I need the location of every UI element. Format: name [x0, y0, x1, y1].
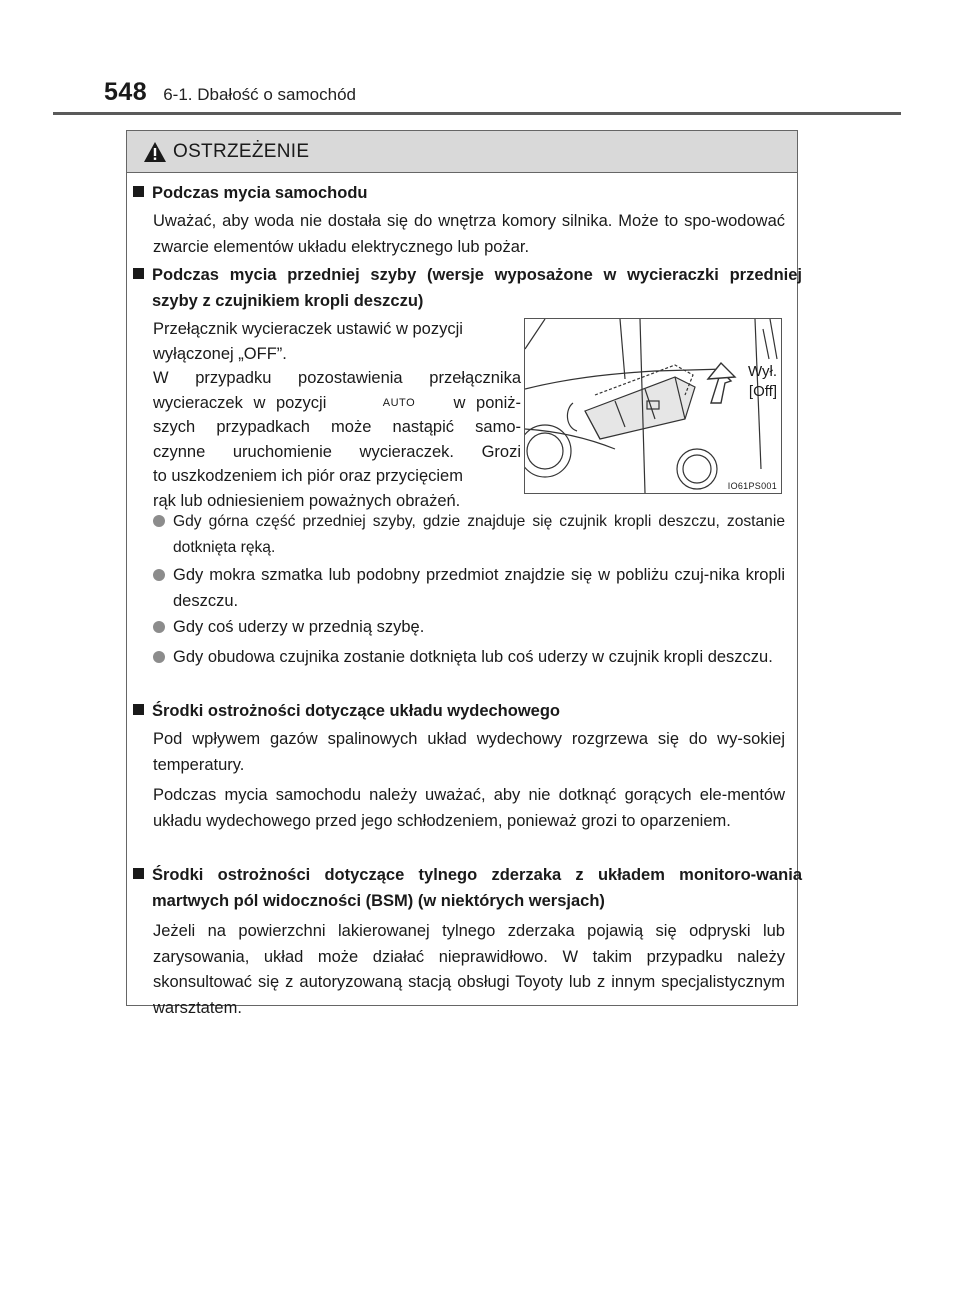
- list-item: Gdy coś uderzy w przednią szybę.: [153, 615, 785, 641]
- round-bullet-icon: [153, 621, 165, 633]
- text-line: rąk lub odniesieniem poważnych obrażeń.: [153, 491, 461, 510]
- text-line: Przełącznik wycieraczek ustawić w pozycji: [153, 320, 463, 338]
- section-heading: Podczas mycia przedniej szyby (wersje wyposażone w wycieraczki przedniej szyby z czujnikiem kropli deszczu): [133, 263, 802, 314]
- wiper-instructions: [153, 317, 521, 513]
- section-heading: Podczas mycia samochodu: [133, 181, 368, 207]
- text-fragment: wycieraczek w pozycji: [153, 393, 327, 412]
- wiper-switch-figure: [524, 318, 782, 494]
- page-header: [104, 78, 356, 110]
- round-bullet-icon: [153, 569, 165, 581]
- text-fragment: w poniż-: [453, 393, 521, 412]
- warning-triangle-icon: [143, 141, 167, 163]
- figure-label-off-pl: Wył.: [747, 363, 777, 380]
- warning-title: OSTRZEŻENIE: [173, 140, 310, 162]
- section-heading: Środki ostrożności dotyczące tylnego zderzaka z układem monitoro-wania martwych pól widoczności (BSM) (w niektórych wersjach): [133, 863, 802, 914]
- list-item: Gdy mokra szmatka lub podobny przedmiot znajdzie się w pobliżu czuj-nika kropli deszczu.: [153, 563, 785, 614]
- auto-mode-symbol: AUTO: [382, 396, 416, 409]
- wiper-lever-illustration: [525, 319, 781, 493]
- figure-code: IO61PS001: [727, 481, 777, 491]
- figure-label-off-en: [Off]: [748, 383, 777, 400]
- square-bullet-icon: [133, 868, 144, 879]
- round-bullet-icon: [153, 515, 165, 527]
- text-line: [153, 391, 521, 416]
- paragraph: Uważać, aby woda nie dostała się do wnętrza komory silnika. Może to spo-wodować zwarcie elementów układu elektrycznego lub pożar.: [153, 212, 785, 256]
- list-item: Gdy górna część przedniej szyby, gdzie znajduje się czujnik kropli deszczu, zostanie dotknięta ręką.: [153, 509, 785, 560]
- square-bullet-icon: [133, 268, 144, 279]
- page-number: 548: [104, 78, 148, 106]
- text-line: W przypadku pozostawienia przełącznika: [153, 369, 521, 387]
- paragraph: Podczas mycia samochodu należy uważać, aby nie dotknąć gorących ele-mentów układu wydechowego przed jego schłodzeniem, ponieważ grozi to oparzeniem.: [153, 786, 785, 830]
- paragraph: Jeżeli na powierzchni lakierowanej tylnego zderzaka pojawią się odpryski lub zarysowania, układ może działać nieprawidłowo. W takim przypadku należy skonsultować się z autoryzowaną stacją obsługi Toyoty lub z innym specjalistycznym warsztatem.: [153, 922, 785, 1017]
- round-bullet-icon: [153, 651, 165, 663]
- square-bullet-icon: [133, 704, 144, 715]
- warning-box: [126, 130, 802, 1017]
- text-line: czynne uruchomienie wycieraczek. Grozi: [153, 442, 521, 461]
- paragraph: Pod wpływem gazów spalinowych układ wydechowy rozgrzewa się do wy-sokiej temperatury.: [153, 730, 785, 774]
- text-line: to uszkodzeniem ich piór oraz przycięciem: [153, 467, 463, 485]
- square-bullet-icon: [133, 186, 144, 197]
- warning-header: [127, 131, 797, 173]
- text-line: szych przypadkach może nastąpić samo-: [153, 418, 521, 436]
- chapter-title: 6-1. Dbałość o samochód: [163, 85, 356, 104]
- section-heading: Środki ostrożności dotyczące układu wydechowego: [133, 699, 560, 725]
- text-line: wyłączonej „OFF”.: [153, 344, 287, 363]
- header-rule: [53, 112, 901, 115]
- list-item: Gdy obudowa czujnika zostanie dotknięta lub coś uderzy w czujnik kropli deszczu.: [153, 645, 785, 671]
